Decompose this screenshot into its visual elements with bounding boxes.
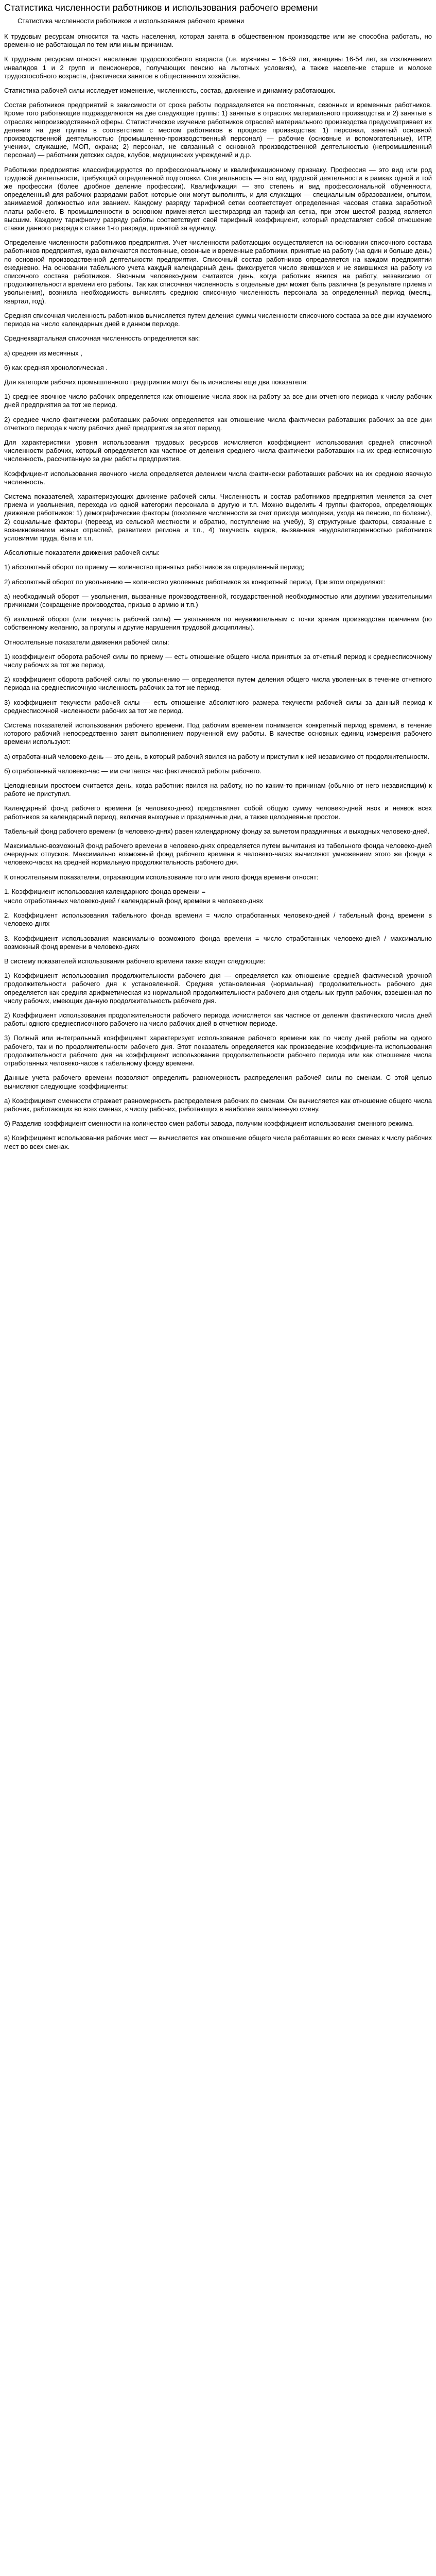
paragraph: 2) среднее число фактически работавших рабочих определяется как отношение числа фактически работавших рабочих за все дни отчетного периода к числу рабочих дней предприятия за этот период. [4, 415, 432, 432]
paragraph: Целодневным простоем считается день, когда работник явился на работу, но по каким-то причинам (обычно от него независящим) к работе не приступил. [4, 782, 432, 798]
paragraph: б) отработанный человеко-час — им считается час фактической работы рабочего. [4, 767, 261, 775]
paragraph: Для категории рабочих промышленного предприятия могут быть исчислены еще два показателя: [4, 378, 308, 386]
document-subtitle: Статистика численности работников и использования рабочего времени [18, 17, 245, 25]
paragraph: Средняя списочная численность работников вычисляется путем деления суммы численности списочного состава за все дни изучаемого периода на число календарных дней в данном периоде. [4, 311, 432, 328]
paragraph: 1) коэффициент оборота рабочей силы по приему — есть отношение общего числа принятых за отчетный период к среднесписочному числу рабочих за тот же период. [4, 652, 432, 669]
paragraph: Относительные показатели движения рабочей силы: [4, 638, 169, 646]
paragraph: Состав работников предприятий в зависимости от срока работы подразделяется на постоянных, сезонных и временных работников. Кроме того работающие подразделяются на две следующие группы: 1) занятые в отраслях материального производства и 2) занятые в отраслях непроизводственной сферы. Статистическое изучение работников отраслей материального производства предусматривает их деление на две группы в соответствии с местом работников в процессе производства: 1) персонал, занятый основной производственной деятельностью (промышленно-производственный персонал) — рабочие (основные и вспомогательные), ИТР, ученики, служащие, МОП, охрана; 2) персонал, не связанный с основной производственной деятельностью (непромышленный персонал) — работники детских садов, клубов, медицинских учреждений и д.р. [4, 101, 432, 159]
paragraph: а) отработанный человеко-день — это день, в который рабочий явился на работу и приступил к ней независимо от продолжительности. [4, 752, 430, 760]
paragraph: 3) коэффициент текучести рабочей силы — есть отношение абсолютного размера текучести рабочей силы за данный период к среднесписочной численности рабочих за тот же период. [4, 698, 432, 715]
paragraph: 1) абсолютный оборот по приему — количество принятых работников за определенный период; [4, 563, 305, 571]
paragraph: Среднеквартальная списочная численность определяется как: [4, 334, 200, 343]
paragraph: 2) абсолютный оборот по увольнению — количество уволенных работников за конкретный период. При этом определяют: [4, 578, 386, 586]
paragraph: 3. Коэффициент использования максимально возможного фонда времени = число отработанных человеко-дней / максимально возможный фонд времени в человеко-днях [4, 934, 432, 951]
paragraph: Коэффициент использования явочного числа определяется делением числа фактически работавших рабочих на их среднюю явочную численность. [4, 469, 432, 486]
paragraph: 2) коэффициент оборота рабочей силы по увольнению — определяется путем деления общего числа уволенных в течение отчетного периода на среднесписочную численность рабочих за тот же период. [4, 675, 432, 692]
paragraph: Данные учета рабочего времени позволяют определить равномерность распределения рабочей силы по сменам. С этой целью вычисляют следующие коэффициенты: [4, 1074, 432, 1090]
paragraph: К трудовым ресурсам относится та часть населения, которая занята в общественном производстве или же способна работать, но временно не работающая по тем или иным причинам. [4, 32, 432, 49]
paragraph: В систему показателей использования рабочего времени также входят следующие: [4, 957, 266, 965]
paragraph: Для характеристики уровня использования трудовых ресурсов исчисляется коэффициент использования средней списочной численности рабочих, который определяется как частное от деления среднего числа фактически работавших на их среднесписочную численность, рассчитанную за дни работы предприятия. [4, 438, 432, 463]
paragraph: 1) среднее явочное число рабочих определяется как отношение числа явок на работу за все дни отчетного периода к числу рабочих дней предприятия за тот же период. [4, 393, 432, 409]
paragraph: Статистика рабочей силы исследует изменение, численность, состав, движение и динамику работающих. [4, 87, 336, 95]
paragraph: Система показателей, характеризующих движение рабочей силы. Численность и состав работников предприятия меняется за счет приема и увольнения, перехода из одной категории персонала в другую и т.п. Можно выделить 4 группы факторов, определяющих движение работников: 1) демографические факторы (поколение численности за счет прихода молодежи, ухода на пенсию, по болезни), 2) социальные факторы (переезд из сельской местности и обратно, поступление на учебу), 3) структурные факторы, связанные с возникновением новых отраслей, развитием региона и т.п., 4) текучесть кадров, вызванная неудовлетворенностью работников условиями труда, быта и т.п. [4, 492, 432, 542]
paragraph: б) излишний оборот (или текучесть рабочей силы) — увольнения по неуважительным с точки зрения производства причинам (по собственному желанию, за прогулы и другие нарушения трудовой дисциплины). [4, 615, 432, 632]
paragraph: в) Коэффициент использования рабочих мест — вычисляется как отношение общего числа работавших во всех сменах к числу рабочих мест во всех сменах. [4, 1134, 432, 1150]
document-page [0, 2, 436, 1151]
paragraph: 1. Коэффициент использования календарного фонда времени = [4, 887, 206, 895]
paragraph: число отработанных человеко-дней / календарный фонд времени в человеко-днях [4, 897, 263, 905]
paragraph: К трудовым ресурсам относят население трудоспособного возраста (т.е. мужчины – 16-59 лет, женщины 16-54 лет, за исключением инвалидов 1 и 2 групп и пенсионеров, получающих пенсию на льготных условиях), а также население старше и моложе трудоспособного возраста, фактически занятое в общественном хозяйстве. [4, 55, 432, 80]
paragraph: а) средняя из месячных , [4, 349, 82, 357]
paragraph: Максимально-возможный фонд рабочего времени в человеко-днях определяется путем вычитания из табельного фонда человеко-дней очередных отпусков. Максимально возможный фонд рабочего времени в человеко-часах вычисляют умножением этого же фонда в человеко-часах на средней нормальную продолжительность рабочего дня. [4, 842, 432, 867]
paragraph: Табельный фонд рабочего времени (в человеко-днях) равен календарному фонду за вычетом праздничных и выходных человеко-дней. [4, 827, 430, 835]
paragraph: б) как средняя хронологическая . [4, 363, 108, 371]
document-title: Статистика численности работников и использования рабочего времени [4, 3, 318, 13]
paragraph: б) Разделив коэффициент сменности на количество смен работы завода, получим коэффициент использования сменного режима. [4, 1120, 414, 1128]
paragraph: Система показателей использования рабочего времени. Под рабочим временем понимается конкретный период времени, в течение которого рабочий непосредственно занят выполнением порученной ему работы. В качестве основных единиц измерения рабочего времени используют: [4, 721, 432, 746]
paragraph: а) Коэффициент сменности отражает равномерность распределения рабочих по сменам. Он вычисляется как отношение общего числа рабочих, работающих во всех сменах, к числу рабочих, работающих в наиболее заполненную смену. [4, 1096, 432, 1113]
paragraph: 2) Коэффициент использования продолжительности рабочего периода исчисляется как частное от деления фактического числа дней работы одного среднесписочного рабочего на число рабочих дней в отчетном периоде. [4, 1011, 432, 1028]
document-body [4, 32, 432, 1151]
paragraph: К относительным показателям, отражающим использование того или иного фонда времени относят: [4, 873, 319, 881]
paragraph: 3) Полный или интегральный коэффициент характеризует использование рабочего времени как по числу дней работы на одного рабочего, так и по продолжительности рабочего дня. Этот показатель определяется как произведение коэффициента использования продолжительности рабочего дня на коэффициент использования продолжительности рабочего периода или как отношение числа отработанных человеко-часов к табельному фонду времени. [4, 1034, 432, 1067]
paragraph: Календарный фонд рабочего времени (в человеко-днях) представляет собой общую сумму человеко-дней явок и неявок всех работников за календарный период, включая выходные и праздничные дни, а также целодневные простои. [4, 804, 432, 821]
paragraph: 2. Коэффициент использования табельного фонда времени = число отработанных человеко-дней / табельный фонд времени в человеко-днях [4, 911, 432, 928]
paragraph: Работники предприятия классифицируются по профессиональному и квалификационному признаку. Профессия — это вид или род трудовой деятельности, требующий определенной подготовки. Специальность — это вид трудовой деятельности в рамках одной и той же профессии (более дробное деление профессии). Квалификация — это степень и вид профессиональной обученности, определенный для рабочих разрядами работ, которые они могут выполнять, и для служащих — специальным образованием, опытом, занимаемой должностью или званием. Каждому разряду тарифной сетки соответствует определенная часовая ставка заработной платы рабочего. В промышленности в основном применяется шестиразрядная тарифная сетка, при этом шестой разряд является высшим. Каждому тарифному разряду работы соответствует свой тарифный коэффициент, который представляет собой отношение ставки данного разряда к ставке 1-го разряда, принятой за единицу. [4, 165, 432, 232]
paragraph: Определение численности работников предприятия. Учет численности работающих осуществляется на основании списочного состава работников предприятия, куда включаются постоянные, сезонные и временные работники, принятые на работу (на один и больше день) по основной производственной деятельности предприятия. Списочный состав работников определяется на каждом предприятии ежедневно. На основании табельного учета каждый календарный день фиксируется число явившихся и не явившихся на работу из списочного состава работников. Явочным человеко-днем считается день, когда работник явился на работу, независимо от продолжительности времени его работы. Так как списочная численность в отдельные дни может быть различна (в результате приема и увольнения), возникла необходимость вычислять среднюю списочную численность персонала за определенный период (месяц, квартал, год). [4, 239, 432, 305]
paragraph: Абсолютные показатели движения рабочей силы: [4, 549, 160, 557]
paragraph: а) необходимый оборот — увольнения, вызванные производственной, государственной необходимостью или другими уважительными причинами (сокращение производства, призыв в армию и т.п.) [4, 592, 432, 608]
paragraph: 1) Коэффициент использования продолжительности рабочего дня — определяется как отношение средней фактической урочной продолжительности рабочего дня к установленной. Средняя установленная (нормальная) продолжительность рабочего дня определяется как средняя арифметическая из нормальной продолжительности рабочего дня отдельных групп рабочих, взвешенная по числу рабочих, имеющих данную продолжительность рабочего дня. [4, 972, 432, 1005]
